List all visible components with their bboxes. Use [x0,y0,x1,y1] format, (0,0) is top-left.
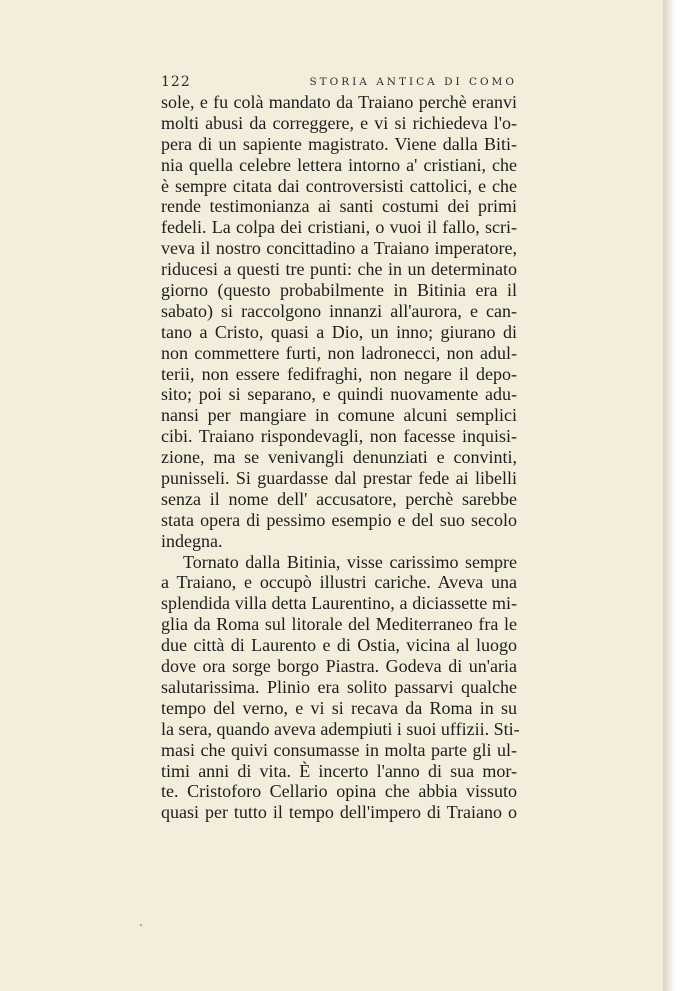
text-line: sole, e fu colà mandato da Traiano perchè eranvi [161,92,517,112]
text-line: dove ora sorge borgo Piastra. Godeva di un'aria [161,656,517,677]
text-line: tempo del verno, e vi si recava da Roma in su [161,697,517,718]
text-line: sito; poi si separano, e quindi nuovamente adu- [161,384,517,405]
text-line: nia quella celebre lettera intorno a' cristiani, che [161,154,517,175]
text-line: a Traiano, e occupò illustri cariche. Aveva una [161,572,517,593]
text-line: splendida villa detta Laurentino, a diciassette mi- [161,593,517,614]
text-line: salutarissima. Plinio era solito passarvi qualche [161,676,517,697]
text-line: molti abusi da correggere, e vi si richiedeva l'o- [161,112,517,133]
text-line: fedeli. La colpa dei cristiani, o vuoi il fallo, scri- [161,217,517,238]
text-line: sabato) si raccolgono innanzi all'aurora, e can- [161,300,517,321]
text-line: Tornato dalla Bitinia, visse carissimo sempre [183,551,517,572]
text-line: te. Cristoforo Cellario opina che abbia vissuto [161,781,517,802]
text-line: terii, non essere fedifraghi, non negare il depo- [161,363,517,384]
text-line: senza il nome dell' accusatore, perchè sarebbe [161,488,517,509]
text-line: è sempre citata dai controversisti cattolici, e che [161,175,517,196]
page-header [161,72,517,94]
text-line: due città di Laurento e di Ostia, vicina al luogo [161,635,517,656]
text-line: pera di un sapiente magistrato. Viene dalla Biti- [161,133,517,154]
text-line: quasi per tutto il tempo dell'impero di Traiano o [161,802,517,823]
text-line: zione, ma se venivangli denunziati e convinti, [161,447,517,468]
running-head: STORIA ANTICA DI COMO [309,76,517,88]
text-line: rende testimonianza ai santi costumi dei primi [161,196,517,217]
text-line: non commettere furti, non ladronecci, non adul- [161,342,517,363]
text-line: la sera, quando aveva adempiuti i suoi uffizii. Sti- [161,718,520,739]
text-line: nansi per mangiare in comune alcuni semplici [161,405,517,426]
text-line: riducesi a questi tre punti: che in un determinato [161,259,517,280]
page-edge-shadow [663,0,675,991]
paragraph [161,551,520,824]
text-line: glia da Roma sul litorale del Mediterraneo fra le [161,614,517,635]
paper-speck [140,924,142,926]
text-line: stata opera di pessimo esempio e del suo secolo [161,509,517,530]
text-line: punisseli. Si guardasse dal prestar fede ai libelli [161,468,517,489]
text-line: giorno (questo probabilmente in Bitinia era il [161,280,517,301]
text-line: veva il nostro concittadino a Traiano imperatore, [161,238,517,259]
body-text [161,92,520,823]
text-line: tano a Cristo, quasi a Dio, un inno; giurano di [161,321,517,342]
page-number: 122 [161,74,191,90]
text-line: indegna. [161,530,223,551]
text-line: timi anni di vita. È incerto l'anno di sua mor- [161,760,517,781]
text-line: masi che quivi consumasse in molta parte gli ul- [161,739,517,760]
text-line: cibi. Traiano rispondevagli, non facesse inquisi- [161,426,517,447]
paragraph [161,92,517,552]
